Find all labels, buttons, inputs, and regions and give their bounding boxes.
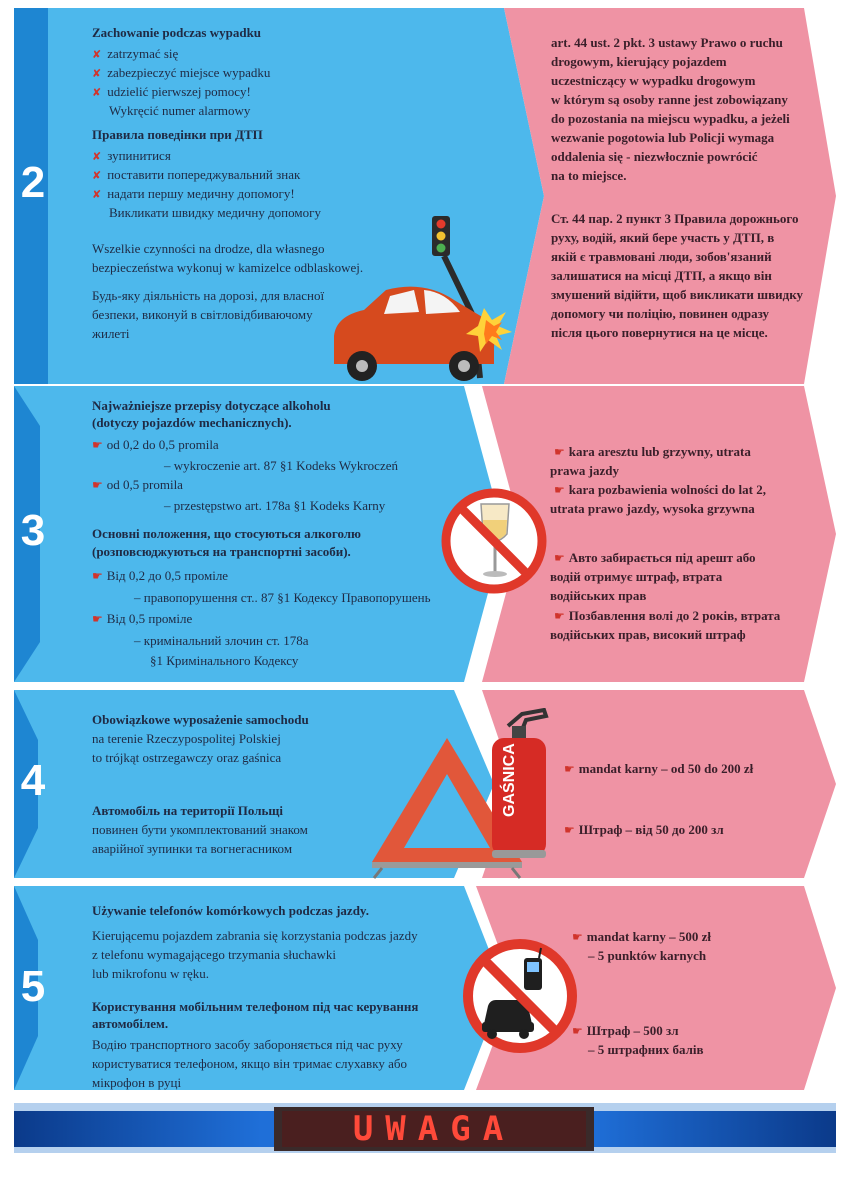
pl-fine: ☛ mandat karny – od 50 do 200 zł <box>564 761 754 776</box>
pointing-hand-icon: ☛ <box>554 609 565 623</box>
pl-phone-text: Kierującemu pojazdem zabrania się korzystania podczas jazdy <box>92 928 418 943</box>
section-accident-behavior <box>14 8 836 384</box>
ua-law-line: допомогу чи поліцію, повинен одразу <box>551 306 770 321</box>
pl-law-line: do pozostania na miejscu wypadku, a jeżeli <box>551 111 790 126</box>
pointing-hand-icon: ☛ <box>92 569 103 583</box>
pointing-hand-icon: ☛ <box>92 478 103 492</box>
list-item: ☛ Від 0,2 до 0,5 проміле <box>92 568 229 583</box>
pl-fine: ☛ mandat karny – 500 zł <box>572 929 711 944</box>
pointing-hand-icon: ☛ <box>554 551 565 565</box>
pointing-hand-icon: ☛ <box>564 823 575 837</box>
extinguisher-label: GAŚNICA <box>501 743 518 817</box>
pl-law-line: art. 44 ust. 2 pkt. 3 ustawy Prawo o ruchu <box>551 35 783 50</box>
ua-law-line: залишатися на місці ДТП, а якщо він <box>551 268 772 283</box>
no-alcohol-sign-icon <box>439 486 549 596</box>
cross-bullet-icon: ✘ <box>92 169 102 182</box>
ua-penalty-line: водійських прав, високий штраф <box>550 627 746 642</box>
cross-bullet-icon: ✘ <box>92 86 102 99</box>
pl-offence-ref: – wykroczenie art. 87 §1 Kodeks Wykroczeń <box>164 458 398 473</box>
pointing-hand-icon: ☛ <box>92 612 103 626</box>
ua-alcohol-title: Основні положення, що стосуються алкоголю <box>92 526 361 541</box>
ua-offence-ref: – правопорушення ст.. 87 §1 Кодексу Правопорушень <box>134 590 431 605</box>
ua-crime-ref: §1 Кримінального Кодексу <box>150 653 299 668</box>
cross-bullet-icon: ✘ <box>92 48 102 61</box>
pointing-hand-icon: ☛ <box>554 445 565 459</box>
pl-law-line: wezwanie pogotowia lub Policji wymaga <box>551 130 775 145</box>
ua-accident-title: Правила поведінки при ДТП <box>92 127 263 142</box>
ua-law-line: якій є травмовані люди, зобов'язаний <box>551 249 772 264</box>
pl-law-line: na to miejsce. <box>551 168 627 183</box>
pl-alcohol-title: Najważniejsze przepisy dotyczące alkoholu <box>92 398 331 413</box>
section-mobile-phone <box>14 886 836 1090</box>
pl-phone-title: Używanie telefonów komórkowych podczas jazdy. <box>92 903 369 918</box>
pl-penalty-line: ☛ kara aresztu lub grzywny, utrata <box>554 444 751 459</box>
pl-penalty-line: ☛ kara pozbawienia wolności do lat 2, <box>554 482 766 497</box>
pointing-hand-icon: ☛ <box>92 438 103 452</box>
pl-equipment-text: na terenie Rzeczypospolitej Polskiej <box>92 731 281 746</box>
list-item: ☛ od 0,5 promila <box>92 477 183 492</box>
list-item: ✘ zabezpieczyć miejsce wypadku <box>92 65 271 80</box>
pl-equipment-title: Obowiązkowe wyposażenie samochodu <box>92 712 309 727</box>
ua-ambulance-call: Викликати швидку медичну допомогу <box>109 205 321 220</box>
section-mandatory-equipment <box>14 690 836 878</box>
car-crash-illustration <box>314 208 534 383</box>
ua-vest-line: Будь-яку діяльність на дорозі, для власної <box>92 288 325 303</box>
pointing-hand-icon: ☛ <box>554 483 565 497</box>
ua-penalty-line: водій отримує штраф, втрата <box>550 569 723 584</box>
cross-bullet-icon: ✘ <box>92 150 102 163</box>
ua-law-line: після цього повернутися на це місце. <box>551 325 768 340</box>
ua-phone-text: користуватися телефоном, якщо він тримає слухавку або <box>92 1056 407 1071</box>
list-item: ✘ udzielić pierwszej pomocy! <box>92 84 251 99</box>
pl-phone-text: lub mikrofonu w ręku. <box>92 966 209 981</box>
ua-law-line: руху, водій, який бере участь у ДТП, в <box>551 230 775 245</box>
ua-penalty-line: ☛ Авто забирається під арешт або <box>554 550 756 565</box>
ua-phone-text: Водію транспортного засобу забороняється під час руху <box>92 1037 403 1052</box>
ua-fine-points: – 5 штрафних балів <box>588 1042 704 1057</box>
pl-alarm-number: Wykręcić numer alarmowy <box>109 103 251 118</box>
ua-phone-text: мікрофон в руці <box>92 1075 182 1090</box>
pl-fine-points: – 5 punktów karnych <box>588 948 707 963</box>
pl-penalty-line: utrata prawo jazdy, wysoka grzywna <box>550 501 755 516</box>
ua-crime-ref: – кримінальний злочин ст. 178а <box>134 633 309 648</box>
list-item: ☛ Від 0,5 проміле <box>92 611 193 626</box>
section-number: 4 <box>20 756 46 805</box>
ua-equipment-text: аварійної зупинки та вогнегасником <box>92 841 293 856</box>
pointing-hand-icon: ☛ <box>564 762 575 776</box>
ua-vest-line: жилеті <box>92 326 130 341</box>
pl-phone-text: z telefonu wymagającego trzymania słuchawki <box>92 947 337 962</box>
pl-alcohol-title: (dotyczy pojazdów mechanicznych). <box>92 415 292 430</box>
ua-vest-line: безпеки, виконуй в світловідбиваючому <box>92 307 313 322</box>
ua-phone-title: автомобілем. <box>92 1016 169 1031</box>
ua-phone-title: Користування мобільним телефоном під час керування <box>92 999 419 1014</box>
list-item: ✘ поставити попереджувальний знак <box>92 167 301 182</box>
list-item: ✘ зупинитися <box>92 148 171 163</box>
pl-accident-title: Zachowanie podczas wypadku <box>92 25 262 40</box>
ua-fine: ☛ Штраф – 500 зл <box>572 1023 679 1038</box>
uwaga-led-text: UWAGA <box>352 1109 516 1149</box>
pl-vest-line: bezpieczeństwa wykonuj w kamizelce odblaskowej. <box>92 260 364 275</box>
cross-bullet-icon: ✘ <box>92 188 102 201</box>
pl-law-line: w którym są osoby ranne jest zobowiązany <box>551 92 788 107</box>
pl-law-line: oddalenia się - niezwłocznie powrócić <box>551 149 758 164</box>
cross-bullet-icon: ✘ <box>92 67 102 80</box>
ua-alcohol-title: (розповсюджуються на транспортні засоби). <box>92 544 351 559</box>
ua-fine: ☛ Штраф – від 50 до 200 зл <box>564 822 724 837</box>
ua-equipment-text: повинен бути укомплектований знаком <box>92 822 308 837</box>
ua-equipment-title: Автомобіль на території Польщі <box>92 803 283 818</box>
section-number: 3 <box>20 506 46 555</box>
uwaga-police-light-banner <box>14 1103 836 1153</box>
section-alcohol <box>14 386 836 682</box>
ua-law-line: Ст. 44 пар. 2 пункт 3 Правила дорожнього <box>551 211 799 226</box>
pointing-hand-icon: ☛ <box>572 930 583 944</box>
pl-equipment-text: to trójkąt ostrzegawczy oraz gaśnica <box>92 750 282 765</box>
ua-penalty-line: водійських прав <box>550 588 647 603</box>
pl-penalty-line: prawa jazdy <box>550 463 619 478</box>
fire-extinguisher-icon <box>482 708 562 860</box>
pl-crime-ref: – przestępstwo art. 178a §1 Kodeks Karny <box>164 498 386 513</box>
list-item: ☛ od 0,2 do 0,5 promila <box>92 437 219 452</box>
ua-law-line: змушений відійти, щоб викликати швидку <box>551 287 804 302</box>
section-number: 5 <box>20 962 46 1011</box>
no-phone-while-driving-icon <box>460 936 580 1056</box>
pl-law-line: uczestniczący w wypadku drogowym <box>551 73 756 88</box>
pl-vest-line: Wszelkie czynności na drodze, dla własnego <box>92 241 325 256</box>
section-number: 2 <box>20 158 46 207</box>
pointing-hand-icon: ☛ <box>572 1024 583 1038</box>
pl-law-line: drogowym, kierujący pojazdem <box>551 54 727 69</box>
list-item: ✘ надати першу медичну допомогу! <box>92 186 295 201</box>
ua-penalty-line: ☛ Позбавлення волі до 2 років, втрата <box>554 608 781 623</box>
list-item: ✘ zatrzymać się <box>92 46 179 61</box>
